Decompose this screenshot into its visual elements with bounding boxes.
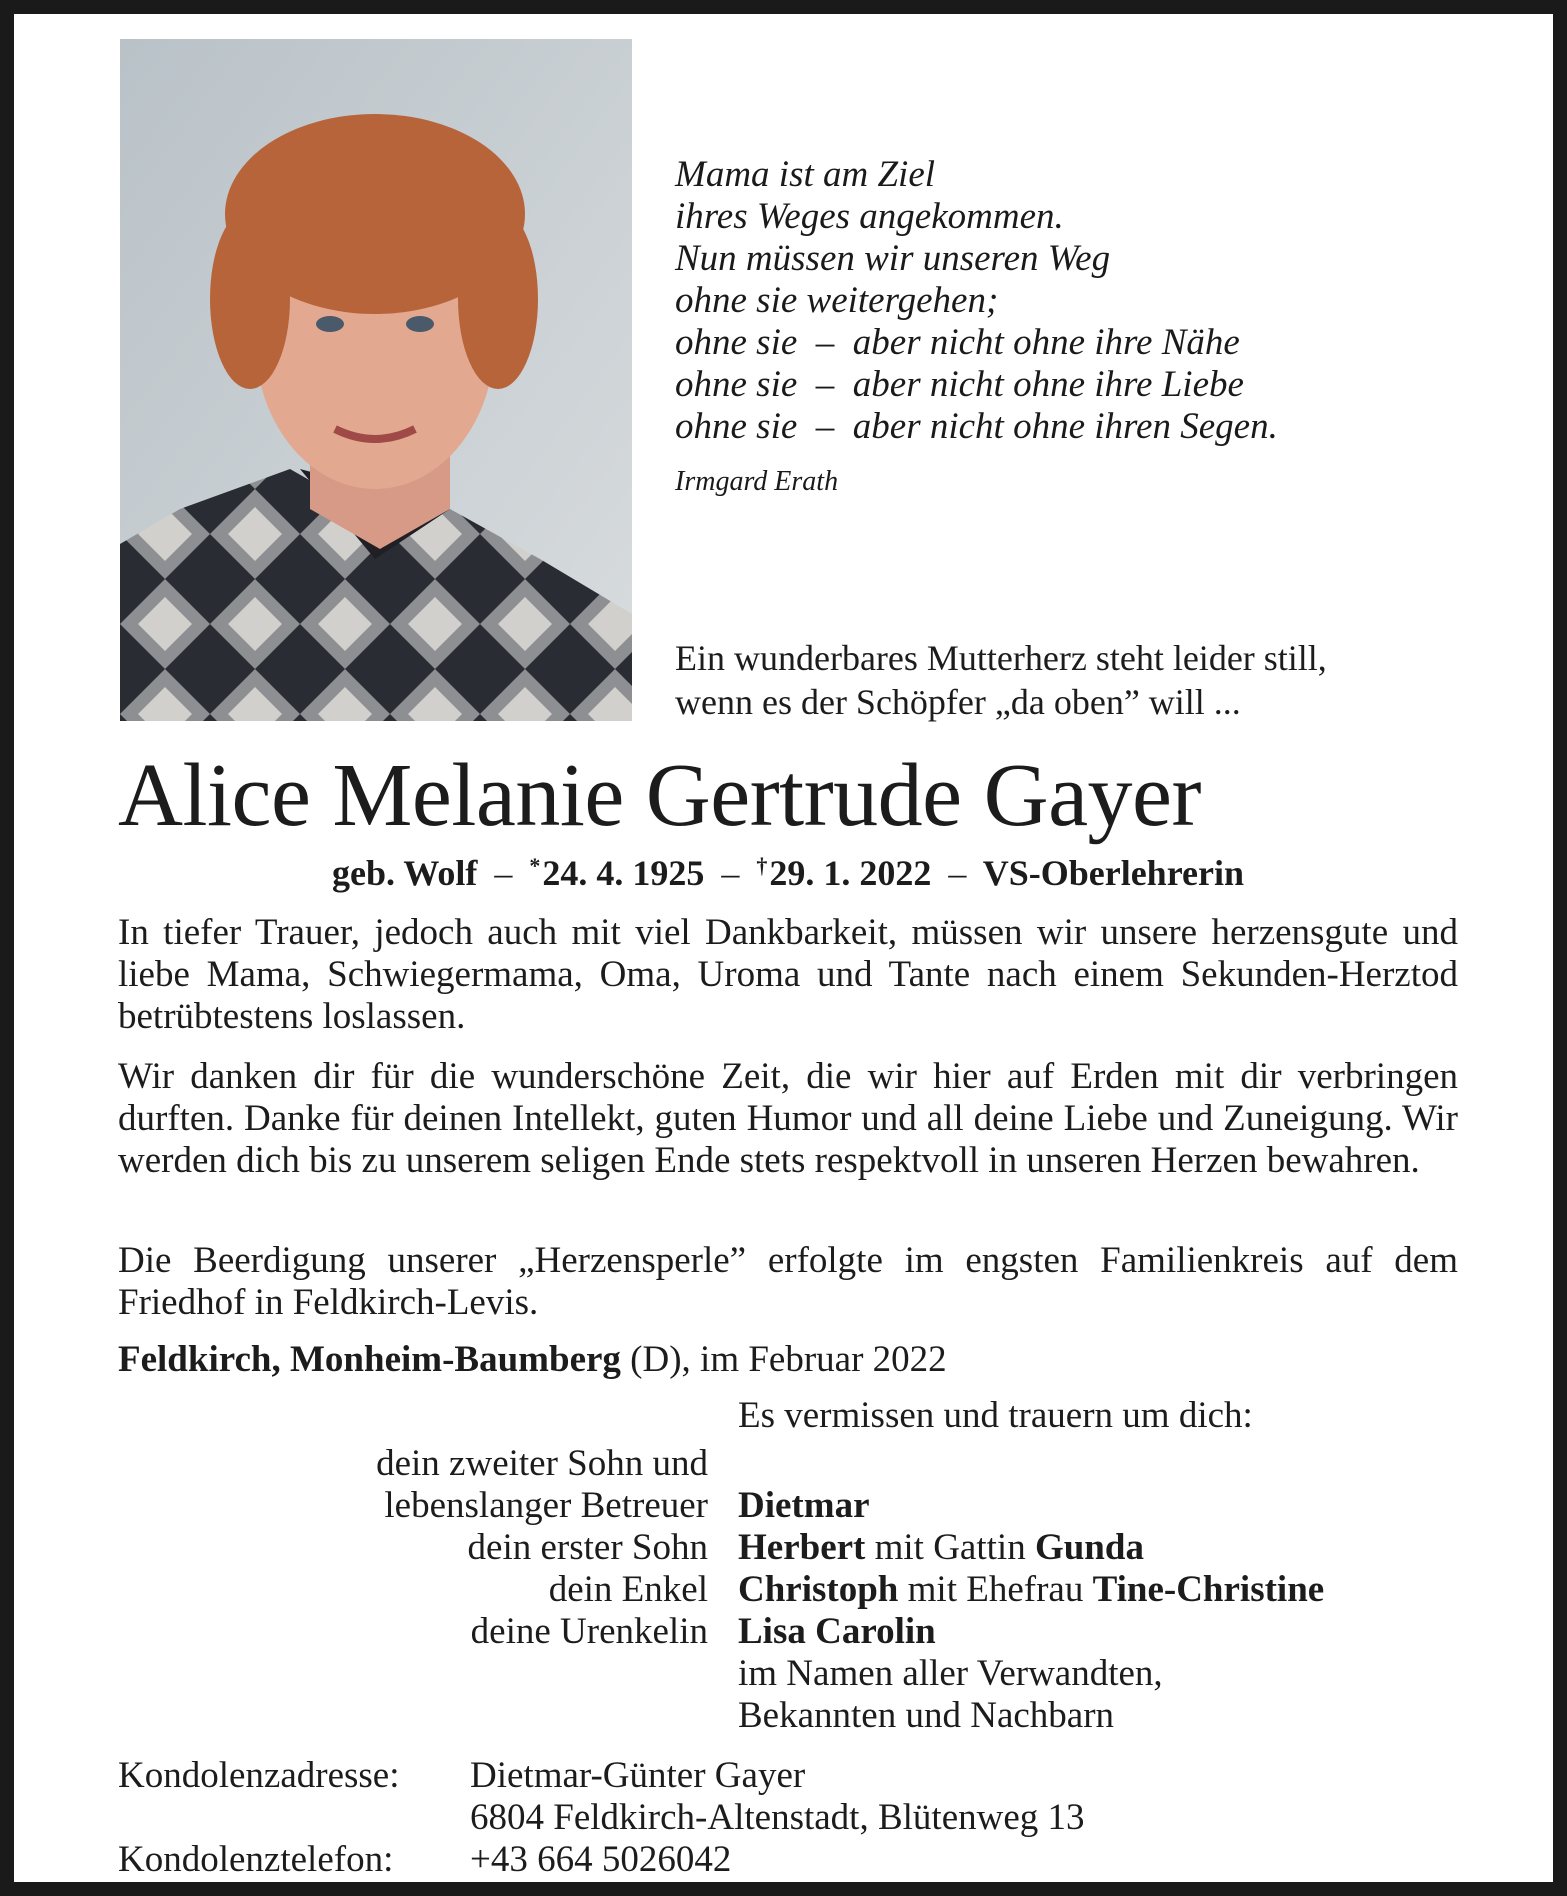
poem-line: ohne sie – aber nicht ohne ihre Nähe <box>675 322 1240 363</box>
mourner-name-bold: Lisa Carolin <box>738 1611 936 1652</box>
mourner-name-bold: Christoph <box>738 1569 899 1610</box>
poem-line: Mama ist am Ziel <box>675 154 936 195</box>
place-names: Feldkirch, Monheim-Baumberg <box>118 1339 621 1380</box>
poem-line: ohne sie – aber nicht ohne ihre Liebe <box>675 364 1244 405</box>
life-dates <box>118 852 1458 894</box>
mourners-intro: Es vermissen und trauern um dich: <box>738 1395 1253 1436</box>
paragraph-funeral: Die Beerdigung unserer „Herzensperle” erfolgte im engsten Familienkreis auf dem Friedhof in Feldkirch-Levis. <box>118 1240 1458 1323</box>
address-street: 6804 Feldkirch-Altenstadt, Blütenweg 13 <box>470 1797 1085 1838</box>
address-label: Kondolenzadresse: <box>118 1755 400 1796</box>
mourner-name-bold: Dietmar <box>738 1485 870 1526</box>
deceased-name: Alice Melanie Gertrude Gayer <box>118 746 1201 845</box>
poem-line: ohne sie – aber nicht ohne ihren Segen. <box>675 406 1278 447</box>
phone-number: +43 664 5026042 <box>470 1839 732 1880</box>
address-name: Dietmar-Günter Gayer <box>470 1755 806 1796</box>
mourner-name-bold: Gunda <box>1034 1527 1144 1568</box>
relation-label: deine Urenkelin <box>470 1611 708 1652</box>
birth-date: 24. 4. 1925 <box>542 853 705 893</box>
death-symbol: † <box>756 853 768 878</box>
relation-label: dein Enkel <box>548 1569 708 1610</box>
paragraph-thanks: Wir danken dir für die wunderschöne Zeit, die wir hier auf Erden mit dir verbringen durften. Danke für deinen Intellekt, guten Humor und all deine Liebe und Zuneigung. Wir werden dich bis zu unserem seligen Ende stets respektvoll in unseren Herzen bewahren. <box>118 1056 1458 1181</box>
mourners-closing: Bekannten und Nachbarn <box>738 1695 1115 1736</box>
mourner-name <box>738 1610 936 1653</box>
poem-line: ihres Weges angekommen. <box>675 196 1064 237</box>
poem-line: ohne sie weitergehen; <box>675 280 999 321</box>
poem-author: Irmgard Erath <box>675 466 839 497</box>
place-date <box>118 1338 947 1381</box>
mourner-connector: mit Gattin <box>865 1527 1035 1568</box>
mourner-name-bold: Tine-Christine <box>1092 1569 1325 1610</box>
maiden-name: geb. Wolf <box>331 853 478 893</box>
relation-label: dein zweiter Sohn und <box>376 1443 708 1484</box>
motto <box>675 636 1327 724</box>
separator: – <box>494 853 513 893</box>
portrait-photo <box>120 39 632 721</box>
paragraph-mourning: In tiefer Trauer, jedoch auch mit viel Dankbarkeit, müssen wir unsere herzensgute und liebe Mama, Schwiegermama, Oma, Uroma und Tante nach einem Sekunden-Herztod betrübtestens loslassen. <box>118 912 1458 1037</box>
portrait-image <box>120 39 632 721</box>
poem-line: Nun müssen wir unseren Weg <box>675 238 1111 279</box>
phone-label: Kondolenztelefon: <box>118 1839 394 1880</box>
separator: – <box>721 853 740 893</box>
birth-symbol: * <box>529 853 541 878</box>
mourners-closing: im Namen aller Verwandten, <box>738 1653 1163 1694</box>
mourner-name <box>738 1484 870 1527</box>
profession: VS-Oberlehrerin <box>982 853 1245 893</box>
motto-line: Ein wunderbares Mutterherz steht leider still, <box>675 638 1327 678</box>
relation-label: dein erster Sohn <box>467 1527 708 1568</box>
mourner-name <box>738 1526 1144 1569</box>
mourner-connector: mit Ehefrau <box>898 1569 1093 1610</box>
death-date: 29. 1. 2022 <box>769 853 932 893</box>
relation-label: lebenslanger Betreuer <box>384 1485 708 1526</box>
poem <box>675 154 1495 448</box>
mourner-name <box>738 1568 1324 1611</box>
motto-line: wenn es der Schöpfer „da oben” will ... <box>675 682 1241 722</box>
obituary-page <box>14 14 1553 1882</box>
mourner-name-bold: Herbert <box>738 1527 866 1568</box>
separator: – <box>948 853 967 893</box>
place-date-rest: (D), im Februar 2022 <box>620 1339 947 1380</box>
